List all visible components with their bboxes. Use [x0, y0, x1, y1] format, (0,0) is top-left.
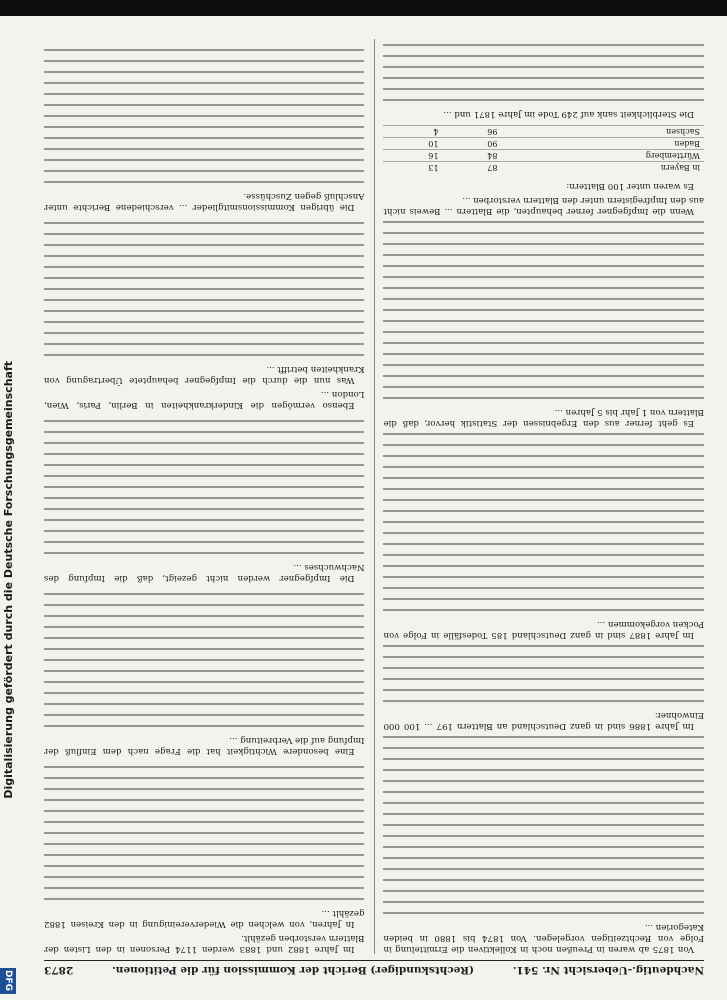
header-title: (Rechtskundiger) Bericht der Kommission für die Petitionen. [112, 964, 474, 976]
dfg-logo: DFG [0, 968, 16, 994]
text-block [384, 220, 705, 401]
page-header [44, 960, 704, 976]
paragraph: Ebenso vermögen die Kinderkrankheiten in Berlin, Paris, Wien, London ... [44, 389, 365, 410]
paragraph: Im Jahre 1882 und 1883 werden 1174 Personen in den Listen der Blattern verstorben gezählt. [44, 933, 365, 954]
text-block [44, 587, 365, 729]
table-row: Baden 90 10 [384, 138, 705, 150]
paragraph: Die Sterblichkeit sank auf 249 Tode im Jahre 1871 und ... [443, 109, 694, 119]
top-black-border [0, 0, 727, 16]
table-row: Württemberg 84 16 [384, 150, 705, 162]
paragraph: Die Impfgegner werden nicht gezeigt, daß die Impfung des Nachwuchses ... [44, 562, 365, 583]
paragraph: Es geht ferner aus den Ergebnissen der Statistik hervor, daß die Blattern von 1 Jahr bis 5 Jahren ... [383, 407, 704, 428]
funding-sidebar [0, 180, 16, 980]
page-number: 2873 [44, 964, 74, 976]
header-left: Nachdeutig.-Uebersicht Nr. 541. [512, 964, 704, 976]
table-caption: Es waren unter 100 Blattern: [566, 181, 694, 191]
statistics-table [384, 125, 705, 173]
left-column [375, 39, 705, 954]
text-block [44, 414, 365, 556]
funding-note: Digitalisierung gefördert durch die Deutsche Forschungsgemeinschaft [1, 361, 15, 799]
text-block [384, 43, 705, 103]
paragraph: Im Jahre 1887 sind in ganz Deutschland 185 Todesfälle in Folge von Pocken vorgekommen ... [383, 619, 704, 640]
table-row: in Bayern 87 13 [384, 162, 705, 174]
text-block [44, 43, 365, 185]
text-block [44, 216, 365, 358]
paragraph: Die übrigen Kommissionsmitglieder ... verschiedene Berichte unter Anschluß gegen Zuschüsse. [44, 191, 365, 212]
text-block [44, 760, 365, 902]
paragraph: Im Jahre 1886 sind in ganz Deutschland an Blattern 197 ... 100 000 Einwohner. [383, 710, 704, 731]
text-block [384, 432, 705, 613]
paragraph: In Jahren, von welchen die Wiedervereinigung in den Kreisen 1882 gezählt ... [44, 908, 365, 929]
scanned-page-rotated [44, 22, 704, 976]
right-column [44, 39, 365, 954]
paragraph: Was nun die durch die Impfgegner behauptete Übertragung von Krankheiten betrifft ... [44, 364, 365, 385]
table-row: Sachsen 96 4 [384, 126, 705, 138]
paragraph: Von 1875 ab waren in Preußen noch in Kollektiven die Ermittelung in Folge von Rechtzeitigen vorgelegen. Von 1874 bis 1880 in beiden Kategorien ... [383, 922, 704, 954]
paragraph: Eine besondere Wichtigkeit hat die Frage nach dem Einfluß der Impfung auf die Verbreitung ... [44, 735, 365, 756]
text-block [384, 644, 705, 704]
text-block [384, 735, 705, 916]
text-columns [44, 39, 704, 954]
paragraph: Wenn die Impfgegner ferner behaupten, die Blattern ... Beweis nicht aus den Impfregistern unter den Blattern verstorben ... [383, 195, 704, 216]
